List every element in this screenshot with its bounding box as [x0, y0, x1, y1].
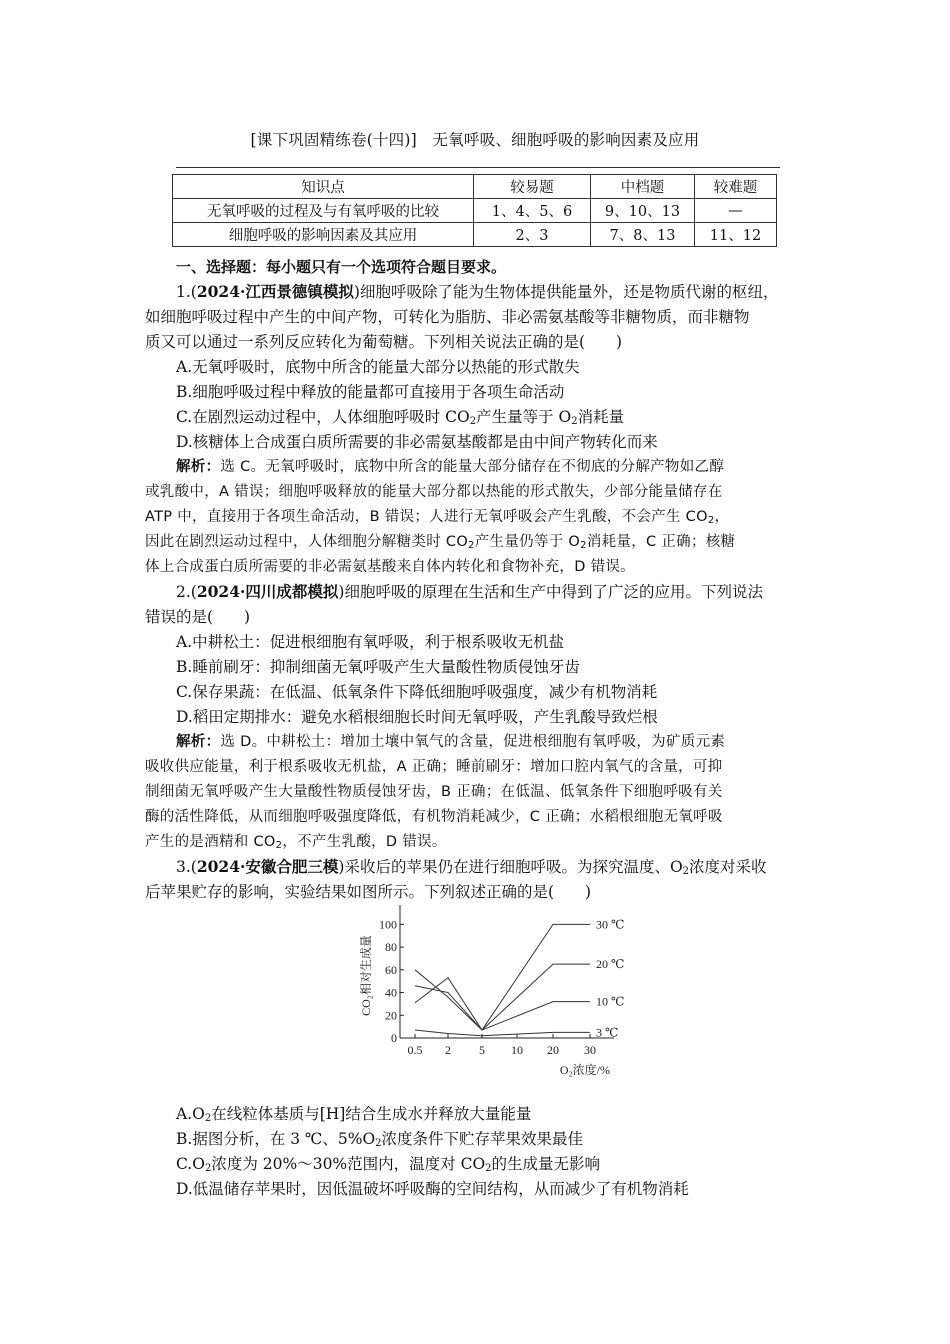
q1-option-a: A.无氧呼吸时，底物中所含的能量大部分以热能的形式散失	[176, 358, 580, 376]
q2-analysis-line: 制细菌无氧呼吸产生大量酸性物质侵蚀牙齿，B 正确；在低温、低氧条件下细胞呼吸有关	[145, 784, 723, 800]
table-header-cell: 中档题	[591, 175, 695, 199]
q2-stem-line	[176, 580, 841, 604]
text-run: 产生量等于 O	[476, 408, 572, 426]
subscript: 2	[375, 1138, 382, 1149]
subscript: 2	[468, 540, 475, 551]
q1-analysis-line	[145, 505, 810, 529]
q3-stem-text: )采收后的苹果仍在进行细胞呼吸。为探究温度、O	[338, 858, 683, 876]
chart-series-group	[415, 924, 590, 1035]
text-run: 浓度为 20%～30%范围内，温度对 CO	[211, 1155, 486, 1173]
q3-stem-text: 浓度对采收	[689, 858, 767, 876]
x-tick-label: 0.5	[407, 1043, 423, 1057]
text-run: B.据图分析，在 3 ℃、5%O	[176, 1130, 376, 1148]
q1-option-b: B.细胞呼吸过程中释放的能量都可直接用于各项生命活动	[176, 383, 565, 401]
table-header-cell: 较难题	[695, 175, 777, 199]
subscript: 2	[571, 416, 578, 427]
table-header-cell: 知识点	[173, 175, 474, 199]
series-line	[415, 924, 590, 1030]
table-header-row	[173, 175, 777, 199]
text-run: ，	[714, 509, 730, 525]
q1-stem-line: 如细胞呼吸过程中产生的中间产物，可转化为脂肪、非必需氨基酸等非糖物质，而非糖物	[145, 308, 750, 326]
q2-stem-text: )细胞呼吸的原理在生活和生产中得到了广泛的应用。下列说法	[338, 583, 763, 601]
series-line	[415, 964, 590, 1030]
series-label: 30 ℃	[596, 917, 625, 932]
table-row	[173, 199, 777, 223]
x-tick-label: 2	[445, 1043, 451, 1057]
text-run: 选 D。中耕松土：增加土壤中氧气的含量，促进根细胞有氧呼吸，为矿质元素	[220, 734, 726, 750]
q2-stem-line: 错误的是( )	[145, 608, 251, 626]
q2-option-d: D.稻田定期排水：避免水稻根细胞长时间无氧呼吸，产生乳酸导致烂根	[176, 708, 658, 726]
text-run: 在线粒体基质与[H]结合生成水并释放大量能量	[211, 1105, 532, 1123]
subscript: 2	[580, 540, 587, 551]
table-cell: 7、8、13	[591, 223, 695, 247]
chart-axes	[379, 905, 614, 1057]
text-run: 因此在剧烈运动过程中，人体细胞分解糖类时 CO	[145, 534, 469, 550]
q1-analysis-line	[145, 530, 810, 554]
title-rule	[176, 167, 780, 168]
q1-option-c	[176, 405, 841, 429]
page-title: [课下巩固精练卷(十四)] 无氧呼吸、细胞呼吸的影响因素及应用	[250, 131, 700, 149]
x-tick-label: 20	[547, 1043, 559, 1057]
x-tick-label: 30	[584, 1043, 596, 1057]
table-cell: 2、3	[474, 223, 591, 247]
x-tick-label: 10	[511, 1043, 523, 1057]
y-tick-label: 20	[385, 1008, 397, 1023]
table-row	[173, 223, 777, 247]
q2-source: 2024·四川成都模拟	[196, 582, 339, 601]
text-run: A.O	[176, 1105, 205, 1123]
text-run: 的生成量无影响	[491, 1155, 601, 1173]
q1-analysis-line: 体上合成蛋白质所需要的非必需氨基酸来自体内转化和食物补充，D 错误。	[145, 559, 635, 575]
q1-stem-text: )细胞呼吸除了能为生物体提供能量外，还是物质代谢的枢纽，	[353, 283, 779, 301]
series-label: 3 ℃	[596, 1025, 619, 1040]
series-line	[415, 986, 590, 1030]
q3-option-a	[176, 1102, 841, 1126]
y-tick-label: 40	[385, 985, 397, 1000]
table-cell: 无氧呼吸的过程及与有氧呼吸的比较	[173, 199, 474, 223]
y-tick-label: 100	[379, 917, 397, 932]
q1-source: 2024·江西景德镇模拟	[196, 282, 354, 301]
q1-number: 1.(	[176, 283, 197, 301]
q3-option-d: D.低温储存苹果时，因低温破坏呼吸酶的空间结构，从而减少了有机物消耗	[176, 1180, 689, 1198]
subscript: 2	[485, 1163, 492, 1174]
subscript: 2	[707, 515, 715, 526]
analysis-label: 解析：	[176, 734, 221, 750]
q2-analysis-line	[176, 730, 841, 754]
q3-stem-line	[176, 855, 841, 879]
subscript: 2	[682, 866, 690, 877]
y-tick-label: 0	[391, 1031, 397, 1045]
q3-number: 3.(	[176, 858, 197, 876]
q1-analysis-line	[176, 455, 841, 479]
y-axis-title: CO₂相对生成量	[359, 935, 373, 1016]
q2-number: 2.(	[176, 583, 197, 601]
series-label: 10 ℃	[596, 994, 625, 1009]
q3-option-b	[176, 1127, 841, 1151]
text-run: C.O	[176, 1155, 205, 1173]
q2-option-c: C.保存果蔬：在低温、低氧条件下降低细胞呼吸强度，减少有机物消耗	[176, 683, 658, 701]
text-run: 产生的是酒精和 CO	[145, 834, 276, 850]
text-run: ATP 中，直接用于各项生命活动，B 错误；人进行无氧呼吸会产生乳酸，不会产生 CO	[145, 509, 708, 525]
q2-analysis-line: 酶的活性降低，从而细胞呼吸强度降低，有机物消耗减少，C 正确；水稻根细胞无氧呼吸	[145, 809, 723, 825]
q2-analysis-line	[145, 830, 810, 854]
subscript: 2	[204, 1113, 212, 1124]
text-run: 浓度条件下贮存苹果效果最佳	[381, 1130, 584, 1148]
table-cell: 11、12	[695, 223, 777, 247]
co2-chart	[352, 895, 642, 1085]
table-cell: 1、4、5、6	[474, 199, 591, 223]
q3-option-c	[176, 1152, 841, 1176]
subscript: 2	[275, 840, 283, 851]
q1-analysis-line: 或乳酸中，A 错误；细胞呼吸释放的能量大部分都以热能的形式散失，少部分能量储存在	[145, 484, 723, 500]
table-cell: 细胞呼吸的影响因素及其应用	[173, 223, 474, 247]
subscript: 2	[204, 1163, 212, 1174]
series-label: 20 ℃	[596, 957, 625, 972]
y-tick-label: 60	[385, 962, 397, 977]
x-axis-title: O₂浓度/%	[559, 1063, 610, 1077]
knowledge-table	[172, 174, 777, 247]
series-line	[415, 1030, 590, 1036]
table-cell: —	[695, 199, 777, 223]
section-heading: 一、选择题：每小题只有一个选项符合题目要求。	[176, 258, 507, 276]
table-cell: 9、10、13	[591, 199, 695, 223]
q2-option-b: B.睡前刷牙：抑制细菌无氧呼吸产生大量酸性物质侵蚀牙齿	[176, 658, 580, 676]
table-header-cell: 较易题	[474, 175, 591, 199]
q1-option-d: D.核糖体上合成蛋白质所需要的非必需氨基酸都是由中间产物转化而来	[176, 433, 658, 451]
q2-option-a: A.中耕松土：促进根细胞有氧呼吸，利于根系吸收无机盐	[176, 633, 565, 651]
text-run: 产生量仍等于 O	[474, 534, 581, 550]
subscript: 2	[469, 416, 477, 427]
text-run: 消耗量，C 正确；核糖	[586, 534, 736, 550]
text-run: 选 C。无氧呼吸时，底物中所含的能量大部分储存在不彻底的分解产物如乙醇	[220, 459, 725, 475]
y-tick-label: 80	[385, 940, 397, 955]
q3-stem-line: 后苹果贮存的影响，实验结果如图所示。下列叙述正确的是( )	[145, 883, 592, 901]
q2-analysis-line: 吸收供应能量，利于根系吸收无机盐，A 正确；睡前刷牙：增加口腔内氧气的含量，可抑	[145, 759, 723, 775]
text-run: ，不产生乳酸，D 错误。	[282, 834, 447, 850]
text-run: C.在剧烈运动过程中，人体细胞呼吸时 CO	[176, 408, 470, 426]
q3-source: 2024·安徽合肥三模	[196, 857, 339, 876]
x-tick-label: 5	[479, 1043, 485, 1057]
text-run: 消耗量	[577, 408, 625, 426]
analysis-label: 解析：	[176, 459, 221, 475]
q1-stem-line: 质又可以通过一系列反应转化为葡萄糖。下列相关说法正确的是( )	[145, 333, 623, 351]
q1-stem-line	[176, 280, 841, 304]
